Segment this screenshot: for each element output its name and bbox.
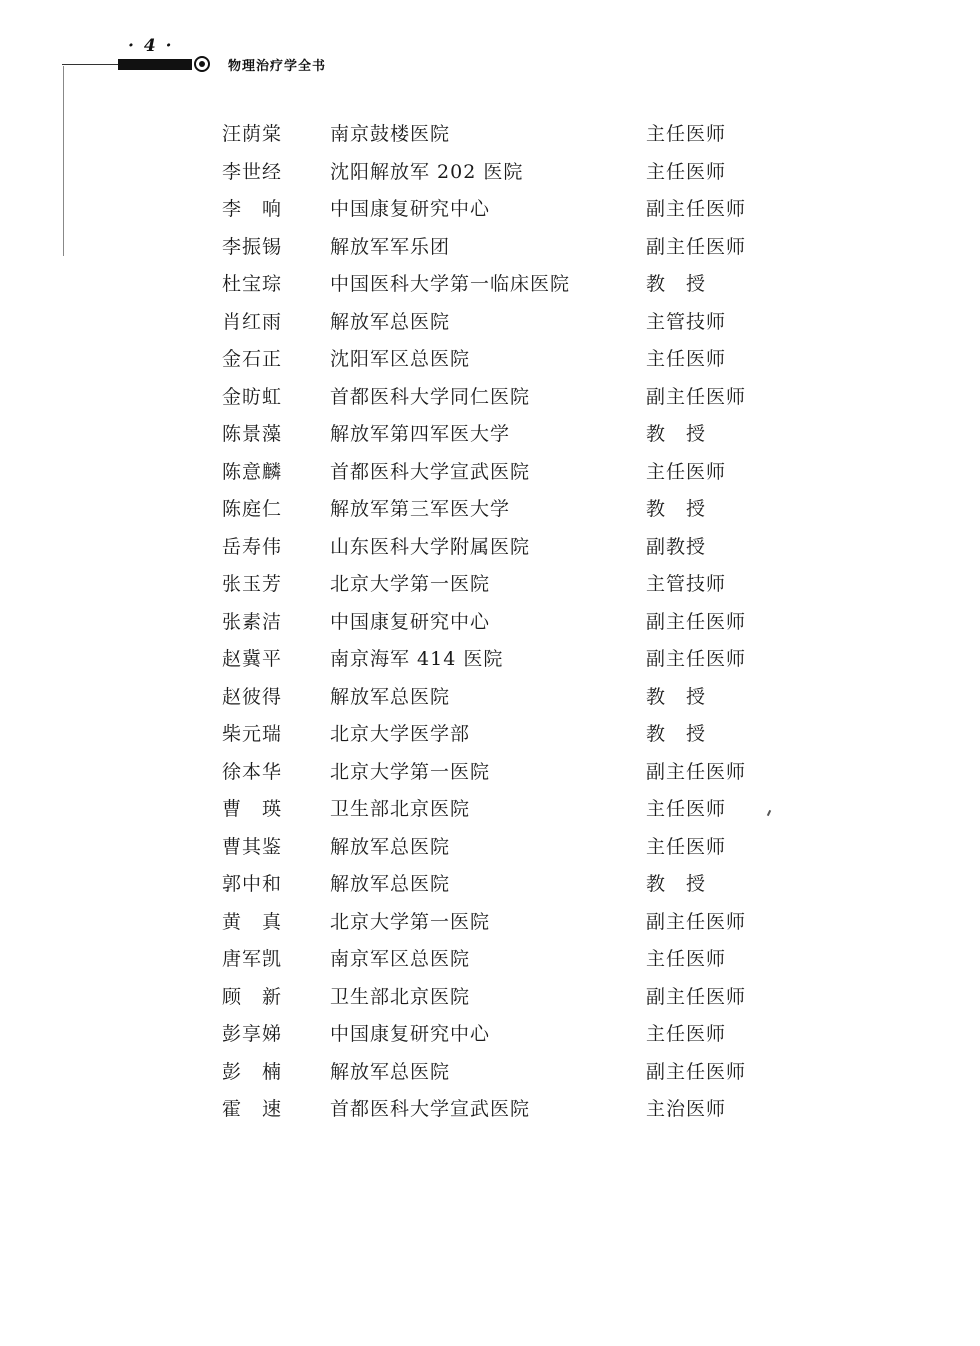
contributor-affiliation: 北京大学第一医院 [330,760,491,783]
list-item [218,304,778,342]
contributor-affiliation: 首都医科大学同仁医院 [330,385,531,408]
list-item [218,191,778,229]
list-item [218,529,778,567]
list-item [218,379,778,417]
header-circle-icon [194,56,210,72]
book-title: 物理治疗学全书 [228,59,327,74]
contributor-title: 主任医师 [646,160,727,183]
header-bar [118,59,192,70]
contributor-title: 教 授 [646,423,707,445]
contributor-title: 副主任医师 [646,385,747,408]
contributor-title: 主管技师 [646,573,727,595]
contributor-affiliation: 南京军区总医院 [330,948,471,970]
list-item [218,341,778,379]
contributor-name: 陈庭仁 [222,498,283,520]
contributor-affiliation: 北京大学医学部 [330,723,471,745]
list-item [218,679,778,717]
contributor-name: 金石正 [222,348,283,370]
list-item [218,604,778,642]
contributor-name: 陈景藻 [222,423,283,445]
contributor-name: 汪荫棠 [222,123,283,145]
contributor-name: 黄 真 [222,910,283,933]
list-item [218,454,778,492]
list-item [218,641,778,679]
contributor-title: 教 授 [646,498,707,520]
contributor-name: 唐军凯 [222,948,283,970]
contributor-title: 主管技师 [646,310,727,333]
contributor-title: 主任医师 [646,798,727,820]
contributor-affiliation: 中国康复研究中心 [330,1023,491,1045]
margin-line [63,66,64,256]
contributor-title: 主任医师 [646,348,727,370]
contributor-name: 岳寿伟 [222,535,283,558]
contributor-affiliation: 南京海军 414 医院 [330,648,504,670]
list-item [218,416,778,454]
list-item [218,754,778,792]
contributor-title: 主任医师 [646,1023,727,1045]
contributor-name: 陈意麟 [222,460,283,483]
contributor-name: 曹 瑛 [222,798,283,820]
contributor-affiliation: 山东医科大学附属医院 [330,535,531,558]
list-item [218,1091,778,1129]
contributor-affiliation: 北京大学第一医院 [330,910,491,933]
contributor-name: 肖红雨 [222,310,283,333]
contributor-title: 教 授 [646,723,707,745]
contributor-affiliation: 首都医科大学宣武医院 [330,1098,531,1120]
page-number: · 4 · [128,36,174,56]
list-item [218,266,778,304]
contributor-title: 副主任医师 [646,610,747,633]
contributor-name: 徐本华 [222,760,283,783]
contributor-affiliation: 解放军总医院 [330,310,451,333]
contributor-name: 李世经 [222,160,283,183]
contributor-title: 教 授 [646,273,707,295]
contributor-title: 副主任医师 [646,910,747,933]
contributor-name: 张玉芳 [222,573,283,595]
contributor-affiliation: 中国医科大学第一临床医院 [330,273,571,295]
list-item [218,116,778,154]
list-item [218,154,778,192]
list-item [218,979,778,1017]
contributor-title: 副教授 [646,535,707,558]
contributor-name: 郭中和 [222,873,283,895]
contributor-title: 主治医师 [646,1098,727,1120]
contributor-affiliation: 解放军第四军医大学 [330,423,511,445]
contributor-title: 教 授 [646,685,707,708]
list-item [218,229,778,267]
contributor-title: 副主任医师 [646,235,747,258]
list-item [218,716,778,754]
list-item [218,491,778,529]
contributor-affiliation: 解放军总医院 [330,685,451,708]
contributor-title: 主任医师 [646,948,727,970]
contributor-title: 教 授 [646,873,707,895]
contributor-affiliation: 沈阳军区总医院 [330,348,471,370]
contributor-title: 副主任医师 [646,648,747,670]
contributor-name: 顾 新 [222,985,283,1008]
contributor-title: 副主任医师 [646,985,747,1008]
contributor-list [218,116,778,1129]
header-rule [62,64,120,65]
contributor-name: 赵彼得 [222,685,283,708]
list-item [218,829,778,867]
list-item [218,904,778,942]
contributor-name: 霍 速 [222,1098,283,1120]
list-item [218,791,778,829]
contributor-name: 彭享娣 [222,1023,283,1045]
contributor-name: 张素洁 [222,610,283,633]
contributor-affiliation: 解放军军乐团 [330,235,451,258]
contributor-title: 副主任医师 [646,760,747,783]
contributor-affiliation: 解放军总医院 [330,835,451,858]
list-item [218,866,778,904]
contributor-title: 副主任医师 [646,1060,747,1083]
list-item [218,941,778,979]
contributor-affiliation: 南京鼓楼医院 [330,123,451,145]
contributor-name: 赵冀平 [222,648,283,670]
list-item [218,1054,778,1092]
contributor-affiliation: 北京大学第一医院 [330,573,491,595]
contributor-affiliation: 解放军第三军医大学 [330,498,511,520]
contributor-title: 主任医师 [646,835,727,858]
contributor-affiliation: 沈阳解放军 202 医院 [330,160,524,183]
contributor-affiliation: 中国康复研究中心 [330,198,491,220]
contributor-name: 李振锡 [222,235,283,258]
contributor-name: 曹其鉴 [222,835,283,858]
contributor-affiliation: 解放军总医院 [330,873,451,895]
contributor-name: 金昉虹 [222,385,283,408]
contributor-title: 主任医师 [646,460,727,483]
contributor-name: 彭 楠 [222,1060,283,1083]
contributor-affiliation: 卫生部北京医院 [330,985,471,1008]
list-item [218,566,778,604]
contributor-affiliation: 中国康复研究中心 [330,610,491,633]
contributor-affiliation: 首都医科大学宣武医院 [330,460,531,483]
contributor-title: 副主任医师 [646,198,747,220]
contributor-title: 主任医师 [646,123,727,145]
contributor-name: 李 响 [222,198,283,220]
list-item [218,1016,778,1054]
contributor-affiliation: 解放军总医院 [330,1060,451,1083]
contributor-name: 柴元瑞 [222,723,283,745]
contributor-name: 杜宝琮 [222,273,283,295]
contributor-affiliation: 卫生部北京医院 [330,798,471,820]
